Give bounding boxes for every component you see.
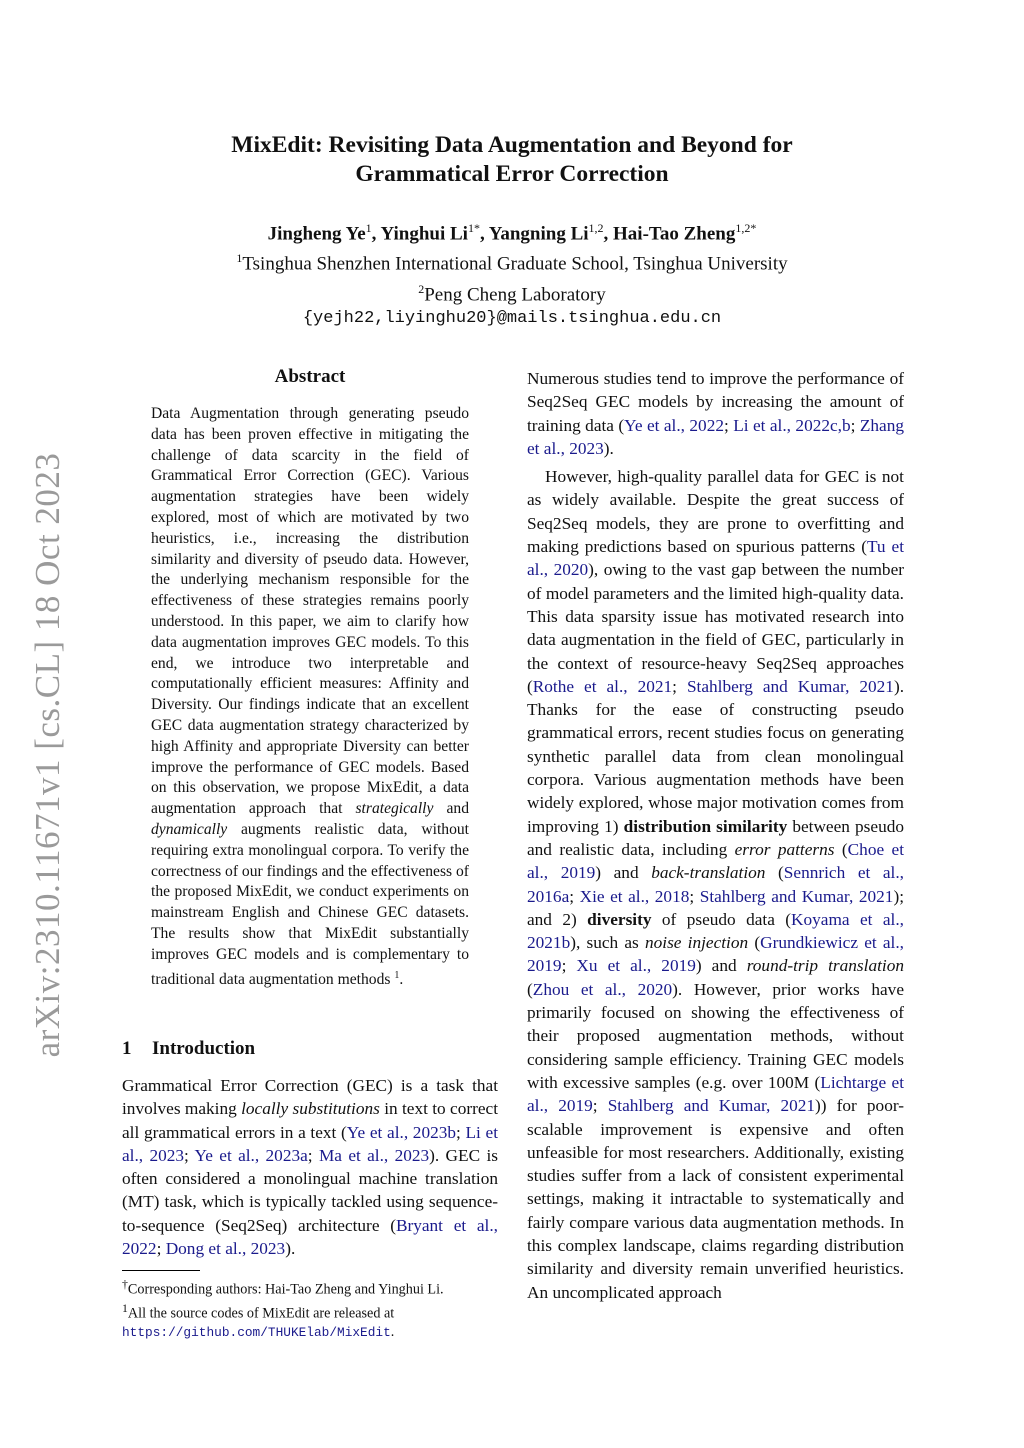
footnote-code-release: $^1$All the source codes of MixEdit are released at https://github.com/THUKElab/MixEdit. bbox=[122, 1301, 395, 1341]
citation-link[interactable]: Stahlberg and Kumar, 2021 bbox=[686, 676, 894, 696]
citation-link[interactable]: Koyama et al., 2021b bbox=[527, 909, 904, 953]
author-block bbox=[112, 216, 912, 331]
section-heading-introduction: 1 Introduction bbox=[122, 1038, 256, 1059]
citation-link[interactable]: Li et al., 2022c,b bbox=[733, 415, 851, 435]
citation-link[interactable]: Li et al., 2023 bbox=[122, 1122, 499, 1165]
citation-link[interactable]: Zhou et al., 2020 bbox=[532, 979, 673, 999]
right-column bbox=[527, 367, 904, 1304]
citation-link[interactable]: Ye et al., 2023b bbox=[346, 1122, 457, 1142]
citation-link[interactable]: Grundkiewicz et al., 2019 bbox=[527, 933, 904, 976]
code-url-link[interactable]: https://github.com/THUKElab/MixEdit bbox=[122, 1325, 391, 1341]
arxiv-stamp: arXiv:2310.11671v1 [cs.CL] 18 Oct 2023 bbox=[28, 452, 67, 1058]
abstract-heading: Abstract bbox=[274, 366, 346, 387]
citation-link[interactable]: Lichtarge et al., 2019 bbox=[527, 1072, 904, 1116]
paragraph-seq2seq-data: Numerous studies tend to improve the performance of Seq2Seq GEC models by increasing the amount of training data (Ye et al., 2022; Li et al., 2022c,b; Zhang et al., 2023). bbox=[527, 369, 905, 458]
citation-link[interactable]: Stahlberg and Kumar, 2021 bbox=[699, 886, 894, 906]
citation-link[interactable]: Bryant et al., 2022 bbox=[122, 1215, 498, 1259]
abstract-body: Data Augmentation through generating pseudo data has been proven effective in mitigating the challenge of data scarcity in the field of Grammatical Error Correction (GEC). Various augmentation strategies have been widely explored, most of which are motivated by two heuristics, i.e., increasing the distribution similarity and diversity of pseudo data. However, the underlying mechanism responsible for the effectiveness of these strategies remains poorly understood. In this paper, we aim to clarify how data augmentation improves GEC models. To this end, we introduce two interpretable and computationally efficient measures: Affinity and Diversity. Our findings indicate that an excellent GEC data augmentation strategy characterized by high Affinity and appropriate Diversity can better improve the performance of GEC models. Based on this observation, we propose MixEdit, a data augmentation approach that strategically and dynamically augments realistic data, without requiring extra monolingual corpora. To verify the correctness of our findings and the effectiveness of the proposed MixEdit, we conduct experiments on mainstream English and Chinese GEC datasets. The results show that MixEdit substantially improves GEC models and is complementary to traditional data augmentation methods $^1$. bbox=[151, 405, 469, 988]
citation-link[interactable]: Ye et al., 2022 bbox=[624, 415, 724, 435]
citation-link[interactable]: Xie et al., 2018 bbox=[579, 886, 690, 906]
introduction-paragraph: Grammatical Error Correction (GEC) is a task that involves making locally substitutions in text to correct all grammatical errors in a text (Ye et al., 2023b; Li et al., 2023; Ye et al., 2023a; Ma et al., 2023). GEC is often considered a monolingual machine translation (MT) task, which is typically tackled using sequence-to-sequence (Seq2Seq) architecture (Bryant et al., 2022; Dong et al., 2023). bbox=[122, 1076, 499, 1259]
citation-link[interactable]: Tu et al., 2020 bbox=[527, 537, 904, 580]
citation-link[interactable]: Stahlberg and Kumar, 2021 bbox=[607, 1096, 816, 1116]
citation-link[interactable]: Dong et al., 2023 bbox=[165, 1239, 286, 1259]
citation-link[interactable]: Sennrich et al., 2016a bbox=[527, 863, 905, 906]
affiliation-1: $^1$Tsinghua Shenzhen International Graduate School, Tsinghua University bbox=[236, 251, 788, 275]
citation-link[interactable]: Choe et al., 2019 bbox=[527, 839, 904, 883]
author-email: {yejh22,liyinghu20}@mails.tsinghua.edu.cn bbox=[302, 308, 722, 328]
citation-link[interactable]: Ye et al., 2023a bbox=[194, 1145, 308, 1165]
footnote-rule bbox=[122, 1270, 200, 1271]
author-list: Jingheng Ye$^1$, Yinghui $Li^{1*}$, Yangning Li$^{1,2}$, Hai-Tao Zheng$^{1,2*}$ bbox=[267, 221, 757, 245]
paper-title: MixEdit: Revisiting Data Augmentation and Beyond for Grammatical Error Correction bbox=[231, 132, 793, 187]
citation-link[interactable]: Xu et al., 2019 bbox=[576, 956, 696, 976]
citation-link[interactable]: Ma et al., 2023 bbox=[318, 1145, 430, 1165]
footnotes bbox=[122, 1275, 500, 1343]
affiliation-2: $^2$Peng Cheng Laboratory bbox=[418, 281, 606, 305]
citation-link[interactable]: Zhang et al., 2023 bbox=[527, 415, 905, 458]
footnote-corresponding: †Corresponding authors: Hai-Tao Zheng and Yinghui Li. bbox=[122, 1277, 444, 1298]
citation-link[interactable]: Rothe et al., 2021 bbox=[532, 676, 673, 696]
paragraph-data-sparsity: However, high-quality parallel data for GEC is not as widely available. Despite the great success of Seq2Seq models, they are prone to overfitting and making predictions based on spurious patterns (Tu et al., 2020), owing to the vast gap between the number of model parameters and the limited high-quality data. This data sparsity issue has motivated research into data augmentation in the field of GEC, particularly in the context of resource-heavy Seq2Seq approaches (Rothe et al., 2021; Stahlberg and Kumar, 2021). Thanks for the ease of constructing pseudo grammatical errors, recent studies focus on generating synthetic parallel data from clean monolingual corpora. Various augmentation methods have been widely explored, whose major motivation comes from improving 1) distribution similarity between pseudo and realistic data, including error patterns (Choe et al., 2019) and back-translation (Sennrich et al., 2016a; Xie et al., 2018; Stahlberg and Kumar, 2021); and 2) diversity of pseudo data (Koyama et al., 2021b), such as noise injection (Grundkiewicz et al., 2019; Xu et al., 2019) and round-trip translation (Zhou et al., 2020). However, prior works have primarily focused on showing the effectiveness of their proposed augmentation methods, without considering sample efficiency. Training GEC models with excessive samples (e.g. over 100M (Lichtarge et al., 2019; Stahlberg and Kumar, 2021)) for poor-scalable improvement is expensive and often unfeasible for most researchers. Additionally, existing studies suffer from a lack of consistent experimental settings, making it intractable to systematically and fairly compare various data augmentation methods. In this complex landscape, claims regarding distribution similarity and diversity remain unverified heuristics. An uncomplicated approach bbox=[527, 467, 905, 1302]
